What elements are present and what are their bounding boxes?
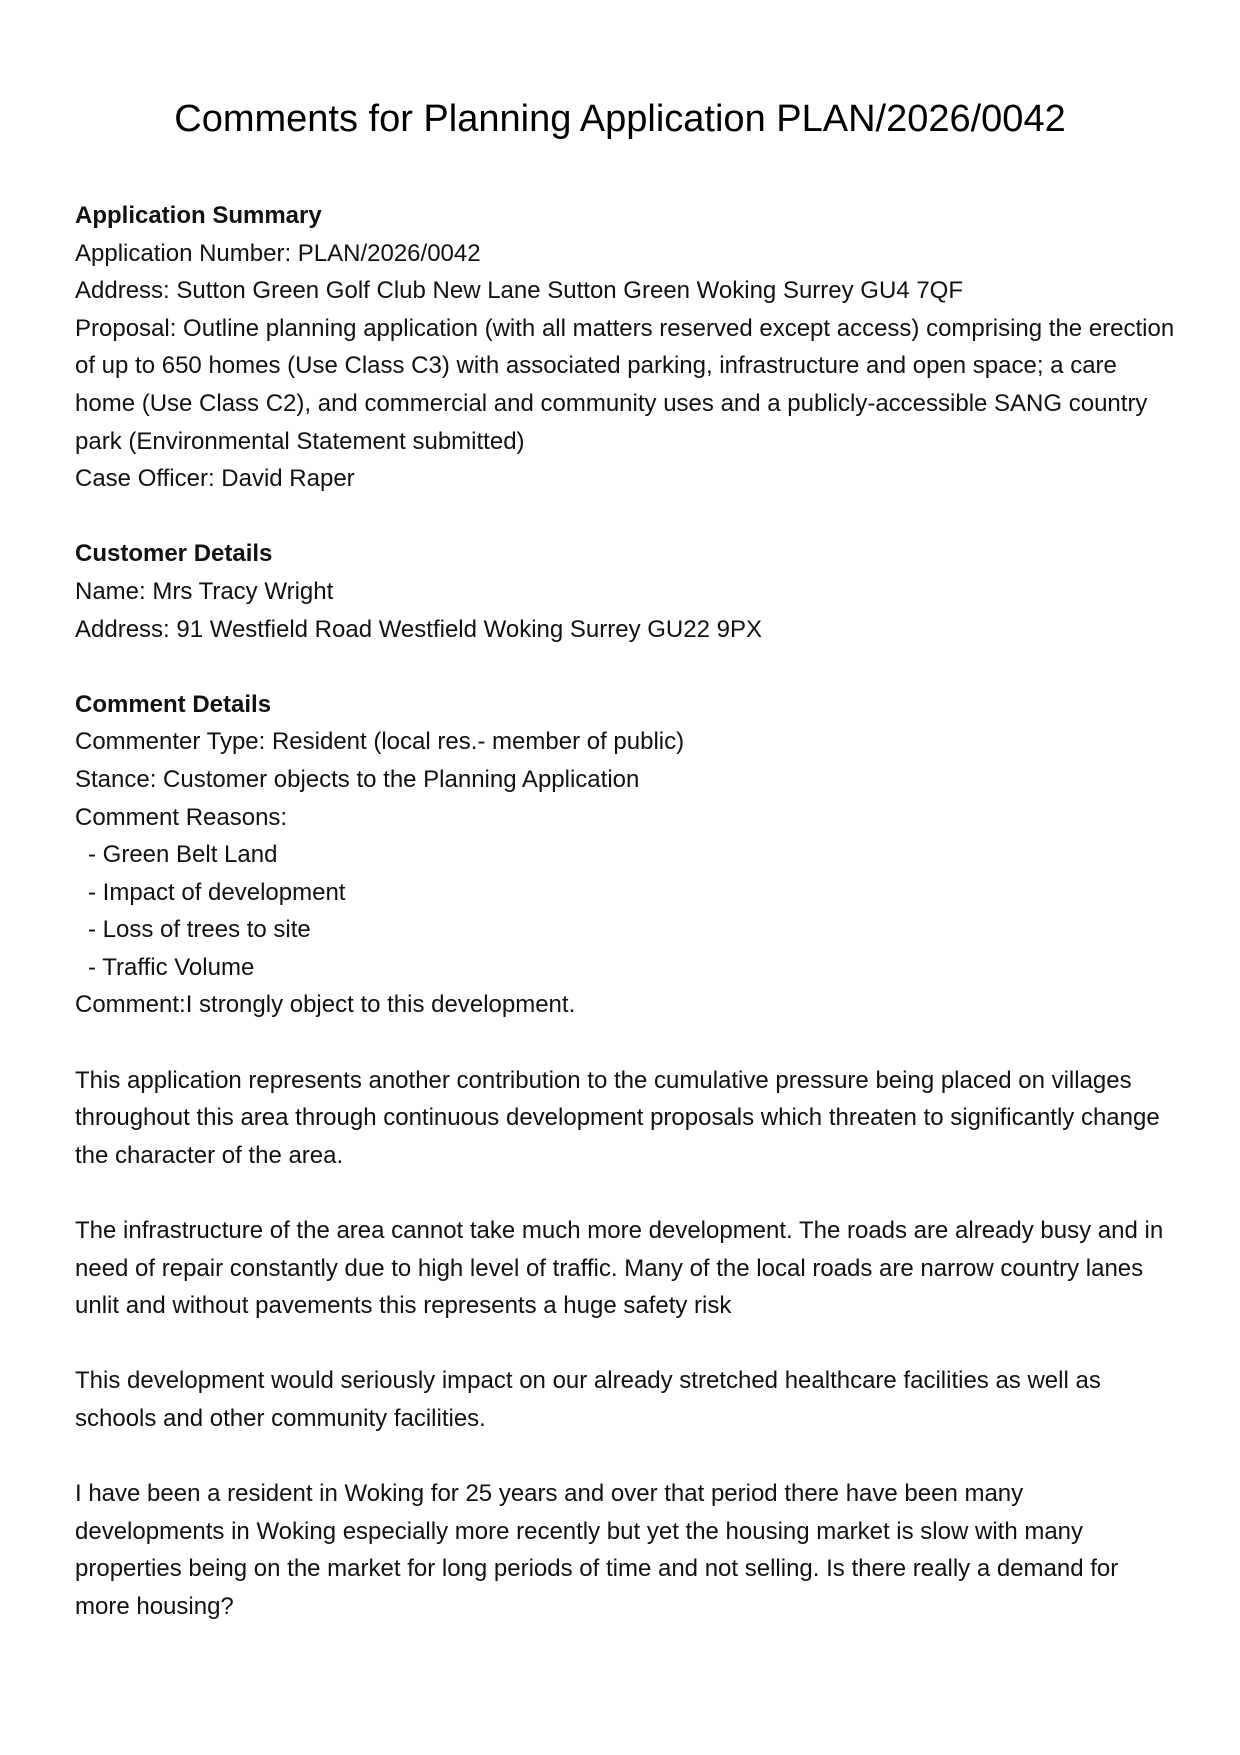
stance: Stance: Customer objects to the Planning Application: [75, 765, 640, 793]
page-title: Comments for Planning Application PLAN/2026/0042: [174, 98, 1066, 140]
commenter-type: Commenter Type: Resident (local res.- member of public): [75, 728, 685, 756]
comment-paragraph: This application represents another contribution to the cumulative pressure being placed on villages throughout this area through continuous development proposals which threaten to significantly change the character of the area.: [75, 1066, 1160, 1169]
comment-paragraph: The infrastructure of the area cannot take much more development. The roads are already busy and in need of repair constantly due to high level of traffic. Many of the local roads are narrow country lanes unlit and without pavements this represents a huge safety risk: [75, 1217, 1164, 1320]
application-summary-section: [75, 197, 1175, 498]
application-number: Application Number: PLAN/2026/0042: [75, 239, 481, 267]
paragraph-spacer: [75, 1024, 1175, 1062]
comment-details-section: [75, 686, 1175, 1626]
customer-name: Name: Mrs Tracy Wright: [75, 577, 334, 605]
comment-paragraph: This development would seriously impact on our already stretched healthcare facilities as well as schools and other community facilities.: [75, 1367, 1101, 1432]
customer-details-heading: Customer Details: [75, 540, 273, 568]
comment-details-heading: Comment Details: [75, 690, 272, 718]
comment-reasons-label: Comment Reasons:: [75, 803, 288, 831]
comment-paragraph: I have been a resident in Woking for 25 years and over that period there have been many developments in Woking especially more recently but yet the housing market is slow with many properties being on the market for long periods of time and not selling. Is there really a demand for more housing?: [75, 1480, 1119, 1620]
comment-reason-item: - Impact of development: [88, 878, 346, 906]
paragraph-spacer: [75, 1438, 1175, 1476]
paragraph-spacer: [75, 1325, 1175, 1363]
customer-address: Address: 91 Westfield Road Westfield Woking Surrey GU22 9PX: [75, 615, 762, 643]
proposal: Proposal: Outline planning application (with all matters reserved except access) comprising the erection of up to 650 homes (Use Class C3) with associated parking, infrastructure and open space; a care home (Use Class C2), and commercial and community uses and a publicly-accessible SANG country park (Environmental Statement submitted): [75, 314, 1175, 455]
customer-details-section: [75, 535, 1175, 648]
paragraph-spacer: [75, 1174, 1175, 1212]
document-body: [75, 197, 1175, 1626]
section-spacer: [75, 498, 1175, 536]
comment-intro: Comment:I strongly object to this development.: [75, 991, 576, 1019]
comment-reason-item: - Green Belt Land: [88, 841, 278, 869]
comment-reason-item: - Loss of trees to site: [88, 916, 311, 944]
case-officer: Case Officer: David Raper: [75, 465, 355, 493]
comment-reason-item: - Traffic Volume: [88, 953, 255, 981]
application-summary-heading: Application Summary: [75, 202, 322, 229]
section-spacer: [75, 648, 1175, 686]
site-address: Address: Sutton Green Golf Club New Lane Sutton Green Woking Surrey GU4 7QF: [75, 277, 963, 305]
